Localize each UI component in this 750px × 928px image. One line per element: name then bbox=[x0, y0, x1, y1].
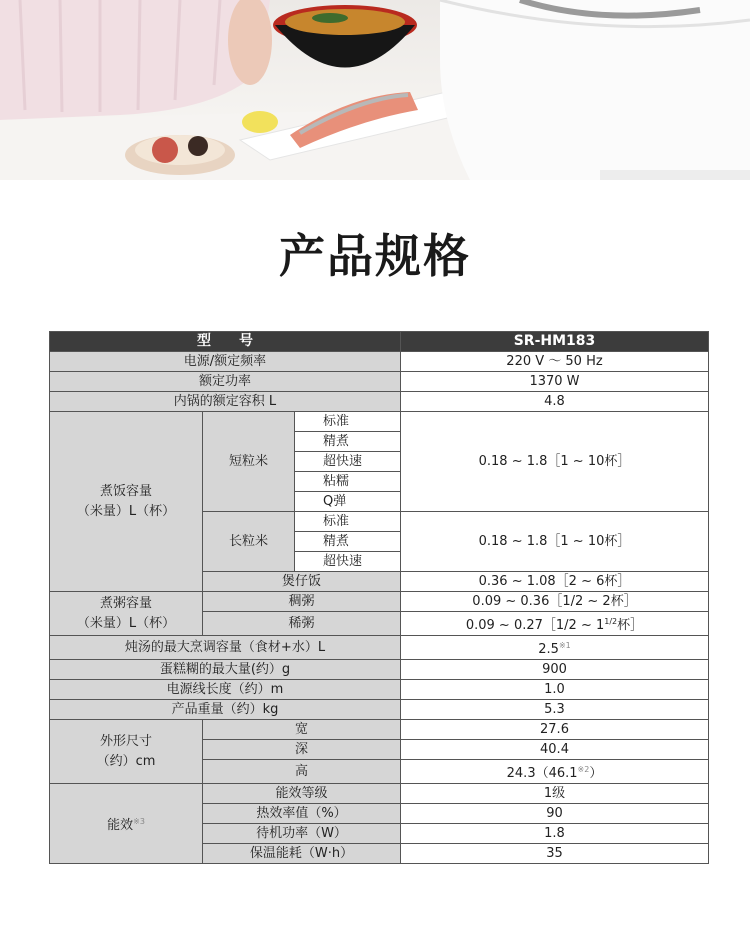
spec-value: 1.0 bbox=[401, 680, 709, 700]
depth-label: 深 bbox=[203, 740, 401, 760]
thin-congee-value-main: 0.09 ~ 0.27［1/2 ~ 1 bbox=[465, 618, 605, 633]
spec-value: 220 V ～ 50 Hz bbox=[401, 352, 709, 372]
spec-row-weight bbox=[50, 700, 709, 720]
rice-mode: 精煮 bbox=[295, 432, 401, 452]
thin-congee-value-fraction: 1/2 bbox=[604, 617, 618, 626]
width-value: 27.6 bbox=[401, 720, 709, 740]
spec-label: 蛋糕糊的最大量(约）g bbox=[50, 660, 401, 680]
rice-mode: 标准 bbox=[295, 412, 401, 432]
thin-congee-label: 稀粥 bbox=[203, 612, 401, 636]
spec-row-dim-width bbox=[50, 720, 709, 740]
spec-row-inner-pot bbox=[50, 392, 709, 412]
congee-label-line1: 煮粥容量 bbox=[99, 595, 152, 611]
thick-congee-label: 稠粥 bbox=[203, 592, 401, 612]
spec-row-soup bbox=[50, 636, 709, 660]
standby-label: 待机功率（W） bbox=[203, 824, 401, 844]
eff-grade-label: 能效等级 bbox=[203, 784, 401, 804]
congee-label-line2: （米量）L（杯） bbox=[76, 615, 176, 631]
rice-capacity-label-line1: 煮饭容量 bbox=[99, 483, 152, 499]
rice-mode: 超快速 bbox=[295, 552, 401, 572]
long-grain-value: 0.18 ~ 1.8［1 ~ 10杯］ bbox=[401, 512, 709, 572]
hero-photo bbox=[0, 0, 750, 180]
short-grain-label: 短粒米 bbox=[203, 412, 295, 512]
spec-header-row bbox=[50, 332, 709, 352]
rice-mode: 标准 bbox=[295, 512, 401, 532]
rice-mode: 粘糯 bbox=[295, 472, 401, 492]
spec-label: 额定功率 bbox=[50, 372, 401, 392]
dimensions-label bbox=[50, 720, 203, 784]
spec-label: 产品重量（约）kg bbox=[50, 700, 401, 720]
thick-congee-value: 0.09 ~ 0.36［1/2 ~ 2杯］ bbox=[401, 592, 709, 612]
standby-value: 1.8 bbox=[401, 824, 709, 844]
spec-label: 炖汤的最大烹调容量（食材+水）L bbox=[50, 636, 401, 660]
height-label: 高 bbox=[203, 760, 401, 784]
spec-row-rice-short-1 bbox=[50, 412, 709, 432]
thin-congee-value-unit: 杯］ bbox=[617, 618, 644, 633]
model-value: SR-HM183 bbox=[401, 332, 709, 352]
thermal-value: 90 bbox=[401, 804, 709, 824]
long-grain-label: 长粒米 bbox=[203, 512, 295, 572]
footnote-marker: ※1 bbox=[558, 641, 571, 650]
claypot-label: 煲仔饭 bbox=[203, 572, 401, 592]
spec-row-cord bbox=[50, 680, 709, 700]
page-title: 产品规格 bbox=[279, 229, 471, 283]
footnote-marker: ※2 bbox=[577, 765, 590, 774]
claypot-value: 0.36 ~ 1.08［2 ~ 6杯］ bbox=[401, 572, 709, 592]
keep-warm-value: 35 bbox=[401, 844, 709, 864]
spec-value: 900 bbox=[401, 660, 709, 680]
efficiency-label bbox=[50, 784, 203, 864]
rice-mode: 精煮 bbox=[295, 532, 401, 552]
rice-capacity-label-line2: （米量）L（杯） bbox=[76, 503, 176, 519]
spec-row-rated-power bbox=[50, 372, 709, 392]
depth-value: 40.4 bbox=[401, 740, 709, 760]
hero-illustration bbox=[0, 0, 750, 180]
efficiency-label-text: 能效 bbox=[107, 818, 134, 833]
keep-warm-label: 保温能耗（W·h） bbox=[203, 844, 401, 864]
rice-mode: Q弹 bbox=[295, 492, 401, 512]
rice-mode: 超快速 bbox=[295, 452, 401, 472]
eff-grade-value: 1级 bbox=[401, 784, 709, 804]
spec-value: 5.3 bbox=[401, 700, 709, 720]
spec-table bbox=[49, 331, 709, 864]
spec-row-congee-thick bbox=[50, 592, 709, 612]
height-value bbox=[401, 760, 709, 784]
spec-value bbox=[401, 636, 709, 660]
dimensions-label-line2: （约）cm bbox=[96, 753, 156, 769]
width-label: 宽 bbox=[203, 720, 401, 740]
model-label: 型 号 bbox=[50, 332, 401, 352]
short-grain-value: 0.18 ~ 1.8［1 ~ 10杯］ bbox=[401, 412, 709, 512]
spec-row-eff-grade bbox=[50, 784, 709, 804]
spec-label: 电源/额定频率 bbox=[50, 352, 401, 372]
spec-label: 电源线长度（约）m bbox=[50, 680, 401, 700]
rice-capacity-label bbox=[50, 412, 203, 592]
thin-congee-value bbox=[401, 612, 709, 636]
footnote-marker: ※3 bbox=[133, 817, 145, 826]
soup-value: 2.5 bbox=[538, 642, 559, 657]
height-value-main: 24.3（46.1 bbox=[506, 766, 578, 781]
spec-label: 内锅的额定容积 L bbox=[50, 392, 401, 412]
spec-row-power-source bbox=[50, 352, 709, 372]
dimensions-label-line1: 外形尺寸 bbox=[99, 733, 152, 749]
congee-capacity-label bbox=[50, 592, 203, 636]
height-value-close: ） bbox=[589, 766, 603, 781]
spec-value: 4.8 bbox=[401, 392, 709, 412]
spec-row-cake bbox=[50, 660, 709, 680]
spec-value: 1370 W bbox=[401, 372, 709, 392]
thermal-label: 热效率值（%） bbox=[203, 804, 401, 824]
